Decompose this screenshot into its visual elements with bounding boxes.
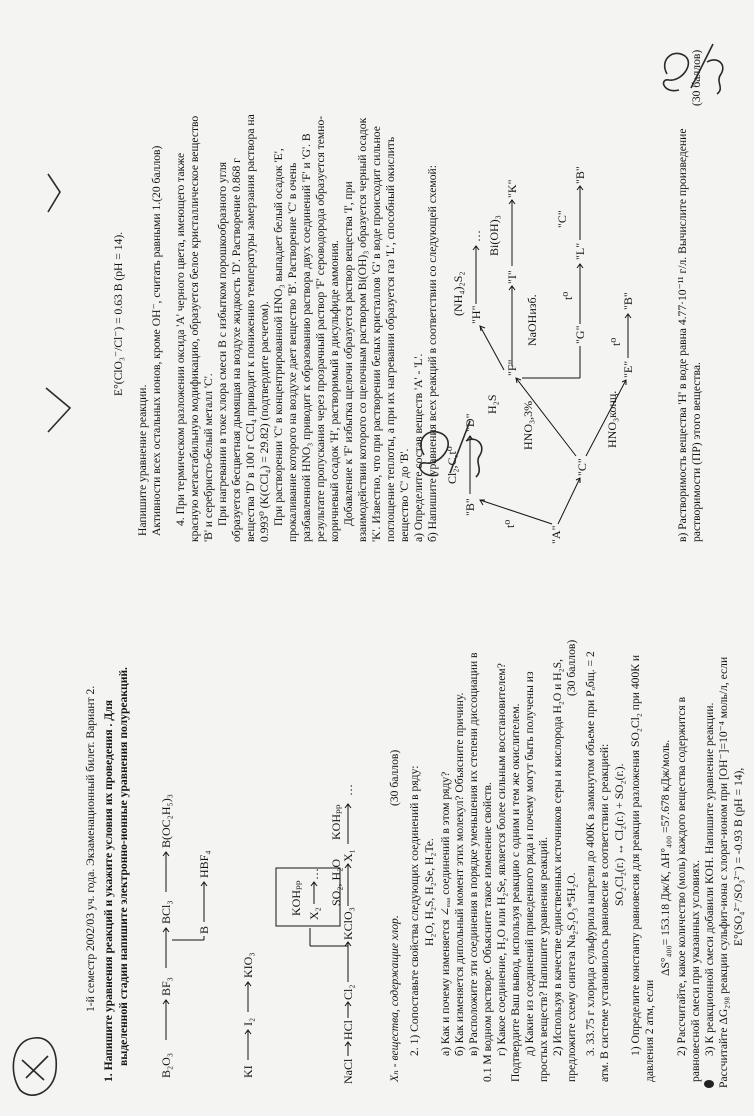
s4-d: "D" — [463, 413, 477, 432]
q2-line-7: г) Какое соединение, H₂O или H₂Se, является более сильным восстановителем? — [495, 663, 508, 1056]
s4-naoh: NaOHизб. — [525, 294, 539, 346]
q3-line-4: 1) Определите константу равновесия для реакции разложения SO₂Cl₂ при 400К и — [629, 654, 642, 1056]
handwritten-grade-top — [655, 30, 735, 105]
s4-b3: "B" — [573, 166, 587, 184]
q4-line-7: 0.993⁰ (K(CCl₄) = 29.82) (подтвердите расчетом). — [258, 301, 271, 542]
q4v-line-1: в) Растворимость вещества 'H' в воде равна 4.77·10⁻¹¹ г/л. Вычислите произведение — [676, 128, 689, 542]
q2-line-5: в) Расположите эти соединения в порядке уменьшения их степени диссоциации в — [467, 652, 480, 1056]
handwritten-check-mark — [40, 380, 80, 445]
q4-line-10: разбавленной HNO₃ приводит к образованию раствора двух соединений 'F' и 'G'. В — [300, 133, 313, 542]
q2-line-1: 2. 1) Сопоставьте свойства следующих соединений в ряду: — [408, 765, 421, 1056]
q4-line-9: прокаливание которого на воздухе дает вещество 'B'. Растворение 'C' в очень — [286, 162, 299, 542]
s4-f: "F" — [505, 359, 519, 376]
ticket-header: 1-й семестр 2002/03 уч. года. Экзаменационный билет. Вариант 2. — [84, 685, 97, 1012]
q4-line-2: красную метастабильную модификацию, образуется белое кристаллическое вещество — [188, 115, 201, 542]
q3-line-2: атм. В системе установилось равновесие в соответствии с реакцией: — [598, 743, 611, 1082]
handwritten-circle-mark — [4, 1032, 64, 1107]
scheme2-ki: KI — [241, 1065, 255, 1078]
right-top-line-2: Напишите уравнение реакции. — [136, 384, 149, 536]
scheme2-kio3: KIO₃ — [241, 952, 255, 978]
q4-line-5: образуется бесцветная дымящая на воздухе жидкость 'D'. Растворение 0.868 г — [230, 158, 243, 542]
q3-line-11: E°(SO₄²⁻/SO₃²⁻) = -0.93 В (рН = 14), — [732, 767, 745, 946]
xn-note: Xₙ - вещества, содержащие хлор. — [388, 915, 401, 1082]
q4-line-1: 4. При термическом разложении оксида 'A' черного цвета, имеющего также — [174, 152, 187, 526]
s4-hno3-conc: HNO₃конц. — [605, 390, 619, 448]
q1-line-1: 1. Напишите уравнения реакций и укажите условия их проведения . Для — [102, 699, 115, 1082]
q4-line-19: б) Напишите уравнения всех реакций в соответствии со следующей схемой: — [426, 165, 439, 542]
s4-cl2c: Cl₂,C,t⁰ — [445, 446, 459, 484]
scheme1-bcl3: BCl₃ — [159, 900, 173, 924]
scheme2-so2-h2o: SO₂, H₂O — [329, 858, 343, 906]
q4-line-6: вещества 'D' в 100 г CCl₄ приводит к понижению температуры замерзания раствора на — [244, 114, 257, 542]
q2-line-10: простых веществ? Напишите уравнения реакций. — [537, 836, 550, 1082]
scheme1-b: B — [197, 925, 211, 934]
q1-points: (30 баллов) — [388, 749, 401, 806]
halogen-scheme — [230, 726, 390, 1086]
s4-e: "E" — [621, 360, 635, 378]
q2-line-2: H₂O, H₂S, H₂Se, H₂Te. — [423, 838, 436, 946]
scheme2-koh-b: KOHₚₚ — [289, 880, 303, 916]
q3-line-5: давления 2 атм, если — [643, 979, 656, 1082]
q4-line-16: поглощение теплоты, а при их нагревании образуется газ 'L', способный окислить — [384, 136, 397, 542]
scheme2-dots-b: … — [307, 868, 321, 880]
s4-k: "K" — [505, 179, 519, 198]
q3-line-6: ΔS°₄₀₀= 153.18 Дж/К, ΔH°₄₀₀ =57.678 кДж/моль. — [659, 739, 672, 976]
q2-line-6: 0.1 М водном растворе. Объясните такое изменение свойств. — [481, 782, 494, 1082]
s4-l: "L" — [573, 242, 587, 260]
s4-g: "G" — [573, 325, 587, 344]
q2-points: (30 баллов) — [565, 639, 578, 696]
q4-line-4: При нагревании в токе хлора смеси B с избытком порошкообразного угля — [216, 161, 229, 526]
s4-h: "H" — [469, 305, 483, 324]
s4-b2: "B" — [621, 292, 635, 310]
s4-b: "B" — [463, 498, 477, 516]
scheme2-hcl: HCl — [341, 1019, 355, 1040]
q3-line-10: Рассчитайте ΔG₂₉₈ реакции сульфит-иона с хлорат-ионом при [OH⁻]=10⁻⁴ моль/л, если — [717, 656, 730, 1088]
boron-scheme — [132, 756, 232, 1086]
scheme1-b2o3: B₂O₃ — [159, 1052, 173, 1078]
q3-line-8: равновесной смеси при указанных условиях. — [689, 859, 702, 1082]
s4-c: "C" — [575, 458, 589, 476]
ticket-part-two — [0, 6, 754, 546]
scheme2-cl2: Cl₂ — [341, 984, 355, 1000]
q4v-line-2: растворимости (ПР) этого вещества. — [690, 362, 703, 542]
q4-line-8: При растворении 'C' в концентрированной HNO₃ выпадает белый осадок 'E', — [272, 148, 285, 526]
scheme2-nacl: NaCl — [341, 1058, 355, 1084]
s4-hno3-3: HNO₃,3% — [521, 400, 535, 450]
q4-line-18: а) Определите состав веществ 'A' - 'L'. — [412, 353, 425, 542]
scheme2-koh-a: KOHₚₚ — [329, 804, 343, 840]
handwritten-bracket-mark — [40, 168, 70, 223]
q2-line-3: а) Как и почему изменяется ∠ₑₐₐ соединений в этом ряду? — [439, 771, 452, 1056]
q4-line-11: результате пропускания через прозрачный раствор 'F' сероводорода образуется темно- — [314, 115, 327, 542]
scheme1-bf3: BF₃ — [159, 977, 173, 996]
q4-line-12: коричневый осадок 'H', растворимый в дисульфиде аммония. — [328, 240, 341, 542]
q4-line-15: 'K'. Известно, что при растворении белых кристаллов 'G' в воде происходит сильное — [370, 126, 383, 542]
s4-t0-b: t⁰ — [609, 337, 623, 346]
ink-speck — [704, 1080, 714, 1088]
s4-a: "A" — [549, 525, 563, 544]
s4-t0-c: t⁰ — [561, 291, 575, 300]
scheme2-x1: X₁ — [341, 849, 355, 862]
s4-c2: "C" — [555, 210, 569, 228]
scheme1-hbf4: HBF₄ — [197, 850, 211, 878]
scheme2-dots-a: … — [341, 784, 355, 796]
q2-line-12: предложите схему синтеза Na₂S₂O₃*5H₂O. — [565, 872, 578, 1082]
right-top-line-1: E°(ClO₃⁻/Cl⁻) = 0.63 В (рН = 14). — [112, 231, 125, 396]
q4-line-3: 'B' и серебристо-белый металл 'C'. — [202, 373, 215, 542]
s4-nh4s: (NH₄)₂S₂ — [451, 271, 465, 316]
q4-line-14: взаимодействии которого со щелочным раствором Bi(OH)₃ образуется черный осадок — [356, 117, 369, 542]
q4-line-13: Добавление к 'F' избытка щелочи образуется раствор вещества 'I', при — [342, 181, 355, 526]
scheme2-i2: I₂ — [241, 1017, 255, 1026]
q3-equation: SO₂Cl₂(г.) ↔ Cl₂(г.) + SO₂(г.). — [613, 763, 626, 906]
s4-bioh3: Bi(OH)₃ — [487, 215, 501, 256]
s4-dots: … — [469, 230, 483, 242]
q2-line-9: д) Какие из соединений приведенного ряда и почему могут быть получены из — [523, 671, 536, 1056]
q4-points: (30 баллов) — [690, 49, 703, 106]
scheme2-kclo3: KClO₃ — [341, 907, 355, 940]
q2-line-4: б) Как изменяется дипольный момент этих молекул? Объясните причину. — [453, 692, 466, 1056]
ticket-part-one — [0, 556, 754, 1096]
s4-h2s: H₂S — [485, 394, 499, 414]
scheme2-x2: X₂ — [307, 907, 321, 920]
q3-line-7: 2) Рассчитайте, какое количество (моль) каждого вещества содержится в — [675, 696, 688, 1056]
handwritten-grade-middle — [410, 405, 490, 490]
s4-i: "I" — [505, 270, 519, 284]
q3-line-9: 3) К реакционной смеси добавили КОН. Напишите уравнение реакции. — [703, 702, 716, 1056]
q1-line-2: выделенной стадии напишите электронно-ионные уравнения полуреакций. — [117, 667, 130, 1066]
right-top-line-3: Активности всех остальных ионов, кроме OH⁻, считать равными 1.(20 баллов) — [150, 145, 163, 536]
q3-line-1: 3. 33.75 г хлорида сульфурила нагрели до 400К в замкнутом объеме при Pₒбщ. = 2 — [584, 651, 597, 1056]
s4-t0-a: t⁰ — [503, 519, 517, 528]
q2-line-8: Подтвердите Ваш вывод, используя реакцию с одним и тем же окислителем. — [509, 703, 522, 1082]
scheme1-b-oc2h5: B(OC₂H₅)₃ — [159, 794, 173, 848]
q2-line-11: 2) Используя в качестве единственных источников серы и кислорода H₂O и H₂S, — [551, 658, 564, 1056]
q4-line-17: вещество 'C' до 'B'. — [398, 448, 411, 542]
